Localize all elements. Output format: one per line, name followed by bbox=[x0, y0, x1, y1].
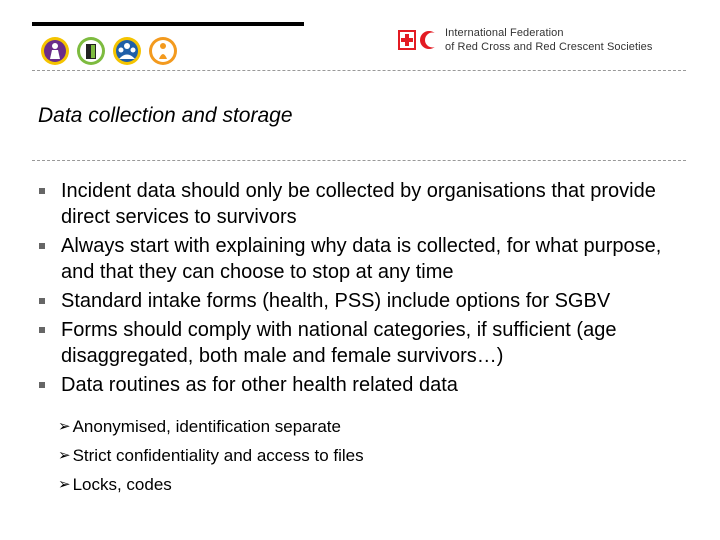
bullet-item bbox=[38, 317, 698, 369]
bullet-text: Incident data should only be collected by organisations that provide direct services to survivors bbox=[61, 180, 656, 228]
square-bullet-icon bbox=[39, 382, 45, 388]
arrow-bullet-icon: ➢ bbox=[58, 447, 71, 464]
bullet-item bbox=[38, 233, 698, 285]
bullet-item bbox=[38, 288, 698, 314]
bullet-list bbox=[38, 178, 698, 401]
arrow-bullet-icon: ➢ bbox=[58, 476, 71, 493]
header-divider bbox=[32, 70, 686, 71]
door-icon bbox=[76, 36, 106, 66]
arrow-bullet-icon: ➢ bbox=[58, 418, 71, 435]
sub-bullet-item bbox=[58, 417, 364, 437]
slide-title: Data collection and storage bbox=[38, 104, 293, 127]
red-crescent-icon bbox=[419, 30, 437, 50]
ifrc-logo bbox=[398, 26, 653, 54]
title-divider bbox=[32, 160, 686, 161]
logo-line-2: of Red Cross and Red Crescent Societies bbox=[445, 41, 653, 53]
theme-icons bbox=[40, 34, 178, 68]
top-bar bbox=[32, 22, 304, 26]
square-bullet-icon bbox=[39, 298, 45, 304]
bullet-text: Standard intake forms (health, PSS) include options for SGBV bbox=[61, 290, 611, 312]
group-icon bbox=[112, 36, 142, 66]
square-bullet-icon bbox=[39, 327, 45, 333]
bullet-text: Always start with explaining why data is collected, for what purpose, and that they can choose to stop at any time bbox=[61, 235, 662, 283]
sub-bullet-text: Locks, codes bbox=[72, 475, 172, 494]
square-bullet-icon bbox=[39, 188, 45, 194]
bullet-text: Data routines as for other health related data bbox=[61, 374, 458, 396]
sub-bullet-item bbox=[58, 446, 364, 466]
person-icon bbox=[40, 36, 70, 66]
logo-text bbox=[445, 26, 653, 54]
bullet-item bbox=[38, 372, 698, 398]
child-icon bbox=[148, 36, 178, 66]
red-cross-icon bbox=[398, 30, 416, 50]
square-bullet-icon bbox=[39, 243, 45, 249]
bullet-text: Forms should comply with national categories, if sufficient (age disaggregated, both male and female survivors…) bbox=[61, 319, 617, 367]
bullet-item bbox=[38, 178, 698, 230]
logo-line-1: International Federation bbox=[445, 27, 564, 39]
sub-bullet-text: Strict confidentiality and access to files bbox=[72, 446, 364, 465]
sub-bullet-list bbox=[58, 417, 364, 504]
sub-bullet-item bbox=[58, 475, 364, 495]
sub-bullet-text: Anonymised, identification separate bbox=[72, 417, 341, 436]
